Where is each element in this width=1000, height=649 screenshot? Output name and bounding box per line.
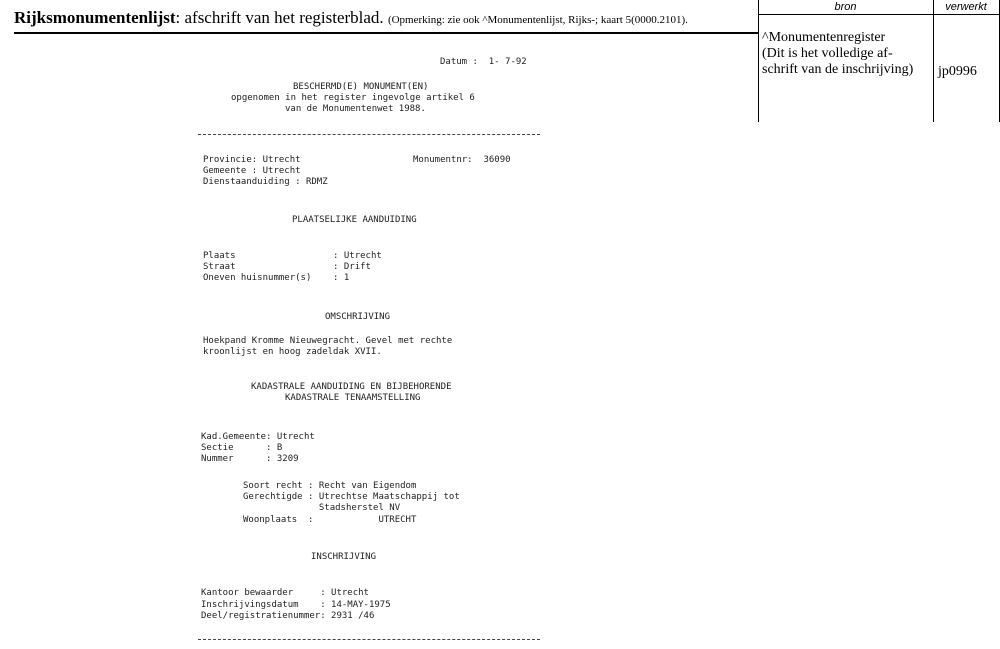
recht-line: Soort recht : Recht van Eigendom (243, 481, 417, 491)
section-title-kadastrale: KADASTRALE AANDUIDING EN BIJBEHORENDE (251, 382, 452, 392)
gemeente: Gemeente : Utrecht (203, 166, 301, 176)
bron-line: ^Monumentenregister (762, 30, 886, 45)
source-table (758, 0, 1000, 122)
kadastrale-line: Nummer : 3209 (201, 454, 299, 464)
plaatselijke-line: Plaats : Utrecht (203, 251, 382, 261)
heading-line: opgenomen in het register ingevolge artikel 6 (231, 93, 475, 103)
column-header-verwerkt: verwerkt (945, 1, 987, 13)
recht-line: Stadsherstel NV (243, 503, 401, 513)
section-title-kadastrale: KADASTRALE TENAAMSTELLING (285, 393, 421, 403)
title-rule (14, 32, 758, 34)
page-title (14, 8, 688, 28)
recht-line: Gerechtigde : Utrechtse Maatschappij tot (243, 492, 460, 502)
provincie: Provincie: Utrecht (203, 155, 301, 165)
table-divider (933, 0, 934, 122)
bron-line: schrift van de inschrijving) (762, 62, 914, 77)
title-rest: : afschrift van het registerblad. (175, 8, 384, 27)
monumentnr: Monumentnr: 36090 (413, 155, 511, 165)
inschrijving-line: Inschrijvingsdatum : 14-MAY-1975 (201, 600, 391, 610)
dashed-separator (198, 639, 540, 640)
section-title-plaatselijke: PLAATSELIJKE AANDUIDING (292, 215, 417, 225)
kadastrale-line: Kad.Gemeente: Utrecht (201, 432, 315, 442)
bron-line: (Dit is het volledige af- (762, 46, 893, 61)
omschrijving-line: Hoekpand Kromme Nieuwegracht. Gevel met rechte (203, 336, 453, 346)
heading-line: van de Monumentenwet 1988. (285, 104, 426, 114)
section-title-inschrijving: INSCHRIJVING (311, 552, 377, 562)
table-header-rule (758, 14, 1000, 15)
title-bold: Rijksmonumentenlijst (14, 8, 176, 27)
plaatselijke-line: Oneven huisnummer(s) : 1 (203, 273, 350, 283)
datum: Datum : 1- 7-92 (440, 57, 527, 67)
section-title-omschrijving: OMSCHRIJVING (325, 312, 391, 322)
dashed-separator (198, 134, 540, 135)
inschrijving-line: Kantoor bewaarder : Utrecht (201, 588, 369, 598)
column-header-bron: bron (834, 1, 857, 13)
omschrijving-line: kroonlijst en hoog zadeldak XVII. (203, 347, 382, 357)
heading-line: BESCHERMD(E) MONUMENT(EN) (293, 82, 429, 92)
table-border-left (758, 0, 759, 122)
kadastrale-line: Sectie : B (201, 443, 283, 453)
recht-line: Woonplaats : UTRECHT (243, 515, 417, 525)
verwerkt-cell: jp0996 (938, 64, 977, 79)
title-note: (Opmerking: zie ook ^Monumentenlijst, Rijks-; kaart 5(0000.2101). (387, 14, 688, 26)
dienstaanduiding: Dienstaanduiding : RDMZ (203, 177, 328, 187)
plaatselijke-line: Straat : Drift (203, 262, 371, 272)
bron-cell (762, 30, 932, 78)
inschrijving-line: Deel/registratienummer: 2931 /46 (201, 611, 375, 621)
